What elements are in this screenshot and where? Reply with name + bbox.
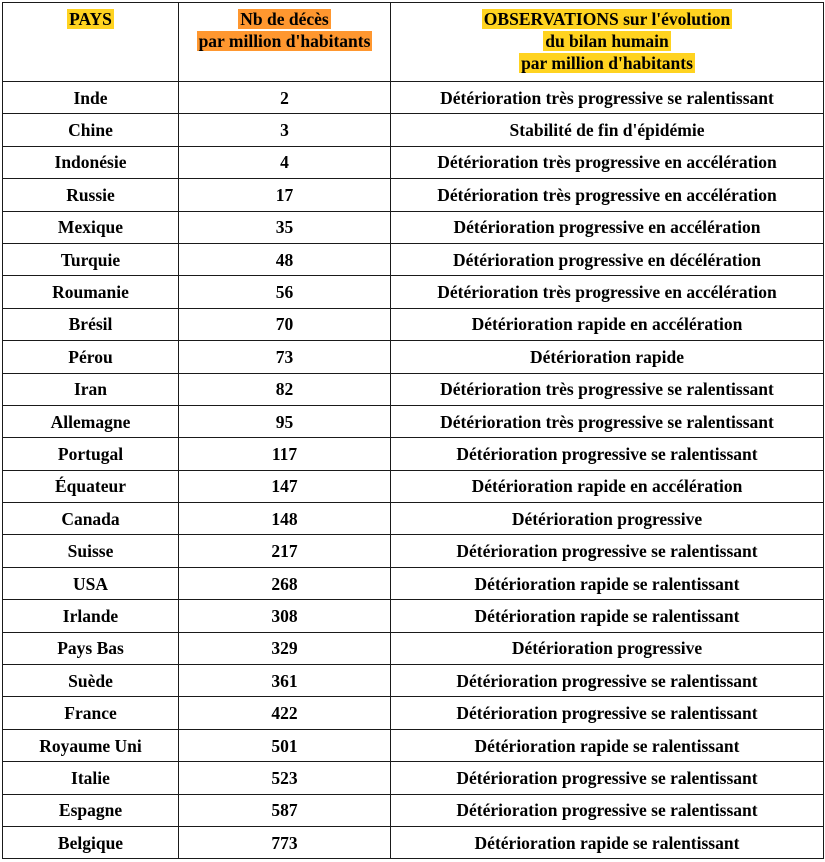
- country-cell: Italie: [3, 762, 179, 794]
- country-cell: Équateur: [3, 470, 179, 502]
- table-row: [3, 114, 824, 146]
- deaths-cell: 361: [179, 665, 391, 697]
- country-cell: USA: [3, 567, 179, 599]
- deaths-cell: 48: [179, 243, 391, 275]
- table-body: [3, 82, 824, 859]
- table-row: [3, 179, 824, 211]
- deaths-cell: 308: [179, 600, 391, 632]
- table-row: [3, 762, 824, 794]
- deaths-cell: 148: [179, 503, 391, 535]
- deaths-cell: 587: [179, 794, 391, 826]
- table-row: [3, 373, 824, 405]
- observation-cell: Détérioration très progressive en accélération: [391, 179, 824, 211]
- observation-cell: Détérioration progressive se ralentissant: [391, 762, 824, 794]
- table-row: [3, 276, 824, 308]
- country-cell: Irlande: [3, 600, 179, 632]
- country-cell: Roumanie: [3, 276, 179, 308]
- deaths-cell: 422: [179, 697, 391, 729]
- header-observations: [391, 3, 824, 82]
- country-cell: Pérou: [3, 341, 179, 373]
- observation-cell: Détérioration progressive: [391, 503, 824, 535]
- country-cell: Espagne: [3, 794, 179, 826]
- deaths-cell: 3: [179, 114, 391, 146]
- observation-cell: Détérioration rapide: [391, 341, 824, 373]
- table-row: [3, 567, 824, 599]
- observation-cell: Détérioration rapide en accélération: [391, 470, 824, 502]
- country-cell: Russie: [3, 179, 179, 211]
- table-row: [3, 503, 824, 535]
- deaths-cell: 2: [179, 82, 391, 114]
- observation-cell: Détérioration rapide se ralentissant: [391, 567, 824, 599]
- deaths-cell: 70: [179, 308, 391, 340]
- table-row: [3, 665, 824, 697]
- table-row: [3, 211, 824, 243]
- table-row: [3, 308, 824, 340]
- deaths-cell: 56: [179, 276, 391, 308]
- observation-cell: Détérioration très progressive se ralentissant: [391, 82, 824, 114]
- table-row: [3, 82, 824, 114]
- header-deaths-line1: Nb de décès: [240, 9, 329, 29]
- table-row: [3, 341, 824, 373]
- header-deaths-line2: par million d'habitants: [198, 31, 371, 51]
- country-cell: Indonésie: [3, 146, 179, 178]
- observation-cell: Stabilité de fin d'épidémie: [391, 114, 824, 146]
- observation-cell: Détérioration très progressive en accélération: [391, 276, 824, 308]
- table-row: [3, 146, 824, 178]
- observation-cell: Détérioration rapide se ralentissant: [391, 826, 824, 858]
- deaths-cell: 35: [179, 211, 391, 243]
- covid-deaths-table: [2, 2, 824, 859]
- observation-cell: Détérioration progressive se ralentissant: [391, 535, 824, 567]
- observation-cell: Détérioration très progressive se ralentissant: [391, 405, 824, 437]
- country-cell: Suède: [3, 665, 179, 697]
- observation-cell: Détérioration rapide en accélération: [391, 308, 824, 340]
- table-row: [3, 243, 824, 275]
- country-cell: Iran: [3, 373, 179, 405]
- observation-cell: Détérioration progressive en décélération: [391, 243, 824, 275]
- observation-cell: Détérioration très progressive se ralentissant: [391, 373, 824, 405]
- country-cell: Chine: [3, 114, 179, 146]
- country-cell: Canada: [3, 503, 179, 535]
- table-row: [3, 826, 824, 858]
- deaths-cell: 4: [179, 146, 391, 178]
- country-cell: Portugal: [3, 438, 179, 470]
- deaths-cell: 268: [179, 567, 391, 599]
- table-row: [3, 729, 824, 761]
- table-header: [3, 3, 824, 82]
- deaths-cell: 773: [179, 826, 391, 858]
- country-cell: Allemagne: [3, 405, 179, 437]
- table-row: [3, 405, 824, 437]
- observation-cell: Détérioration progressive: [391, 632, 824, 664]
- deaths-cell: 117: [179, 438, 391, 470]
- country-cell: Pays Bas: [3, 632, 179, 664]
- deaths-cell: 523: [179, 762, 391, 794]
- observation-cell: Détérioration très progressive en accélération: [391, 146, 824, 178]
- deaths-cell: 82: [179, 373, 391, 405]
- table-row: [3, 632, 824, 664]
- observation-cell: Détérioration progressive se ralentissant: [391, 794, 824, 826]
- observation-cell: Détérioration progressive en accélération: [391, 211, 824, 243]
- country-cell: Royaume Uni: [3, 729, 179, 761]
- deaths-cell: 501: [179, 729, 391, 761]
- country-cell: Belgique: [3, 826, 179, 858]
- table-row: [3, 470, 824, 502]
- observation-cell: Détérioration progressive se ralentissant: [391, 438, 824, 470]
- deaths-cell: 217: [179, 535, 391, 567]
- table-row: [3, 794, 824, 826]
- observation-cell: Détérioration rapide se ralentissant: [391, 729, 824, 761]
- table-row: [3, 697, 824, 729]
- deaths-cell: 17: [179, 179, 391, 211]
- header-observations-line3: par million d'habitants: [521, 53, 693, 73]
- observation-cell: Détérioration progressive se ralentissant: [391, 697, 824, 729]
- header-observations-line1: OBSERVATIONS sur l'évolution: [483, 9, 731, 29]
- deaths-cell: 147: [179, 470, 391, 502]
- country-cell: Inde: [3, 82, 179, 114]
- country-cell: Mexique: [3, 211, 179, 243]
- deaths-cell: 73: [179, 341, 391, 373]
- country-cell: Turquie: [3, 243, 179, 275]
- country-cell: France: [3, 697, 179, 729]
- header-row: [3, 3, 824, 82]
- table-row: [3, 600, 824, 632]
- table-row: [3, 535, 824, 567]
- header-deaths: [179, 3, 391, 82]
- observation-cell: Détérioration progressive se ralentissant: [391, 665, 824, 697]
- deaths-cell: 95: [179, 405, 391, 437]
- deaths-cell: 329: [179, 632, 391, 664]
- header-country: [3, 3, 179, 82]
- country-cell: Suisse: [3, 535, 179, 567]
- observation-cell: Détérioration rapide se ralentissant: [391, 600, 824, 632]
- header-observations-line2: du bilan humain: [545, 31, 669, 51]
- table-row: [3, 438, 824, 470]
- header-country-label: PAYS: [69, 9, 112, 29]
- country-cell: Brésil: [3, 308, 179, 340]
